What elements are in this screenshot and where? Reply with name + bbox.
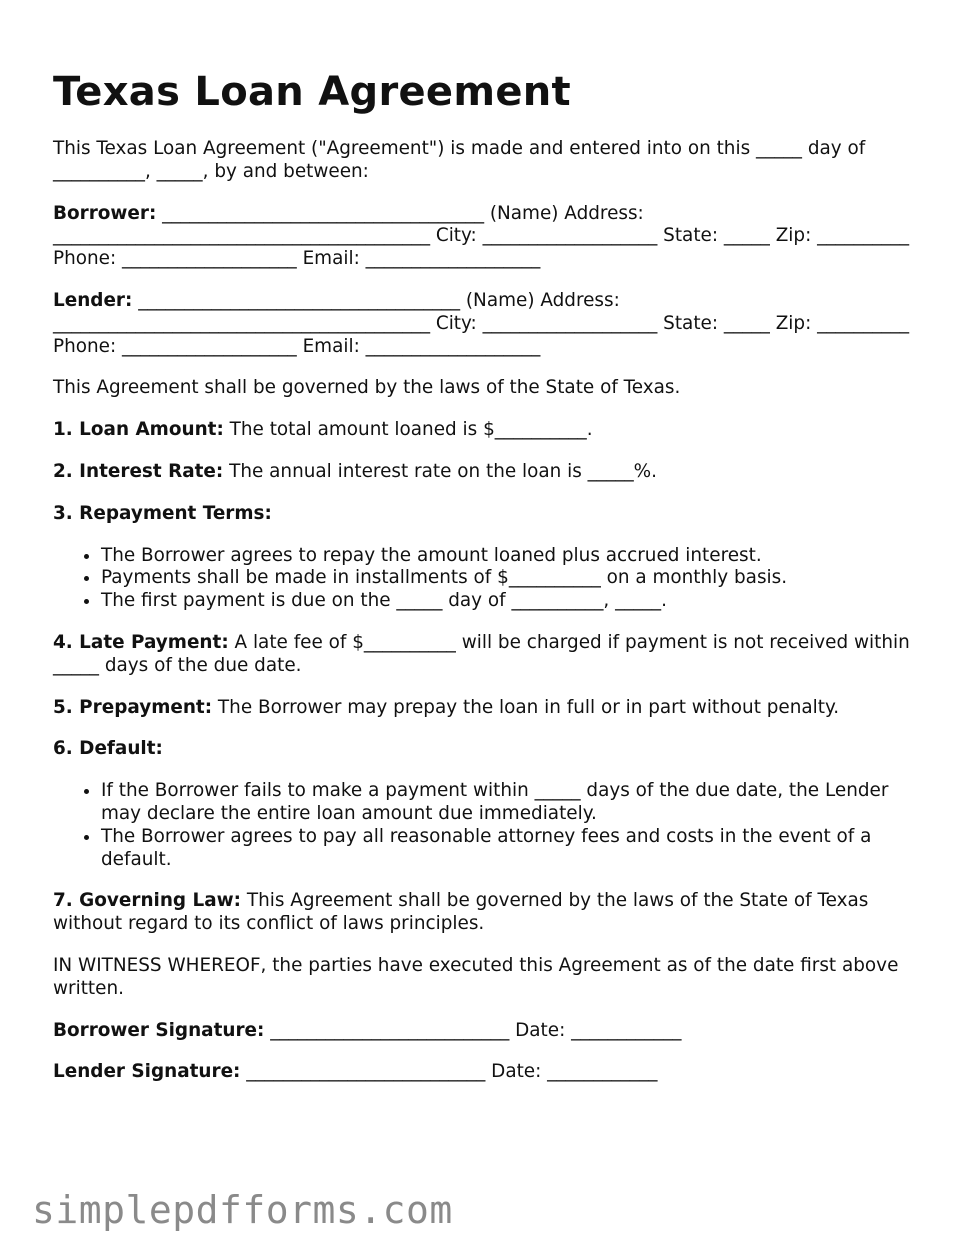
lender-block [53,290,923,358]
section-default-heading [53,738,923,761]
interest-rate-text: The annual interest rate on the loan is _____%. [223,460,657,482]
lender-signature-label: Lender Signature: [53,1061,241,1083]
governing-law-text: This Agreement shall be governed by the laws of the State of Texas without regard to its conflict of laws principles. [53,890,869,935]
section-governing-law [53,890,923,936]
default-label: 6. Default: [53,738,163,760]
lender-signature-fields: __________________________ Date: ____________ [240,1061,658,1083]
late-payment-text: A late fee of $__________ will be charged if payment is not received within _____ days of the due date. [53,631,910,676]
borrower-block [53,203,923,271]
default-list [53,780,923,871]
lender-label: Lender: [53,289,133,311]
section-interest-rate [53,461,923,484]
intro-paragraph: This Texas Loan Agreement ("Agreement") is made and entered into on this _____ day of __________, _____, by and between: [53,138,866,182]
lender-signature-line [53,1061,923,1084]
document-page [53,66,923,1103]
section-prepayment [53,697,923,720]
late-payment-label: 4. Late Payment: [53,631,229,653]
witness-paragraph: IN WITNESS WHEREOF, the parties have executed this Agreement as of the date first above written. [53,954,899,999]
repayment-label: 3. Repayment Terms: [53,502,272,524]
governing-law-label: 7. Governing Law: [53,890,241,912]
interest-rate-label: 2. Interest Rate: [53,460,224,482]
document-title: Texas Loan Agreement [53,69,571,115]
borrower-signature-fields: __________________________ Date: ____________ [264,1019,682,1041]
list-item: • The Borrower agrees to pay all reasonable attorney fees and costs in the event of a default. [101,826,923,872]
section-loan-amount [53,419,923,442]
prepayment-text: The Borrower may prepay the loan in full or in part without penalty. [212,696,840,718]
governing-statement: This Agreement shall be governed by the laws of the State of Texas. [53,377,681,399]
section-repayment-heading [53,503,923,526]
list-item: • The Borrower agrees to repay the amount loaned plus accrued interest. [101,545,923,568]
list-item: • Payments shall be made in installments of $__________ on a monthly basis. [101,567,923,590]
prepayment-label: 5. Prepayment: [53,696,213,718]
loan-amount-label: 1. Loan Amount: [53,419,224,441]
borrower-fields: ___________________________________ (Name) Address: _________________________________________ City: ___________________ State: _____ Zip: __________ Phone: ___________________ Email: ___________________ [53,202,910,270]
list-item: • The first payment is due on the _____ day of __________, _____. [101,590,923,613]
borrower-signature-line [53,1020,923,1043]
borrower-label: Borrower: [53,202,157,224]
list-item: • If the Borrower fails to make a payment within _____ days of the due date, the Lender may declare the entire loan amount due immediately. [101,780,923,826]
repayment-list [53,545,923,613]
loan-amount-text: The total amount loaned is $__________. [223,419,593,441]
lender-fields: ___________________________________ (Name) Address: _________________________________________ City: ___________________ State: _____ Zip: __________ Phone: ___________________ Email: ___________________ [53,289,910,357]
footer-watermark: simplepdfforms.com [32,1188,453,1232]
section-late-payment [53,632,923,678]
borrower-signature-label: Borrower Signature: [53,1019,265,1041]
